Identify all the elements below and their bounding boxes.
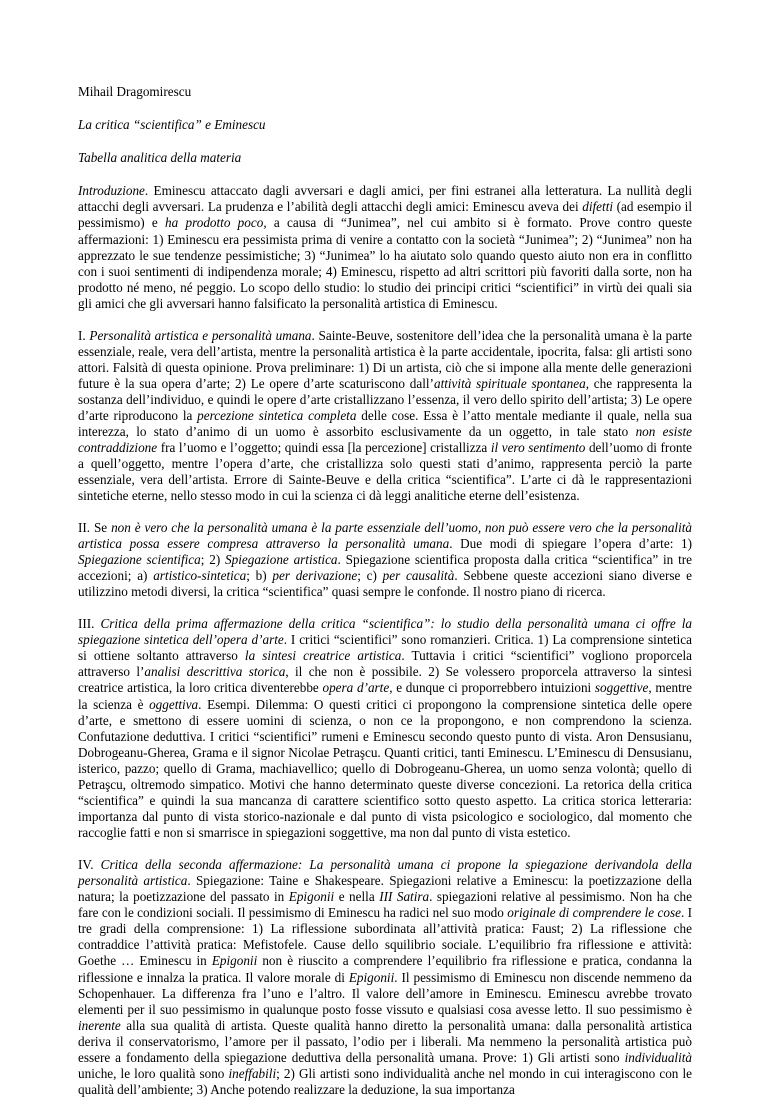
paragraph-section-4: [78, 857, 692, 1098]
italic-text-run: soggettive: [594, 680, 649, 696]
text-run: . Spiegazione: Taine e Shakespeare. Spiegazioni relative a Eminescu: la poetizzazione della natura; la poetizzazione del passato in: [78, 872, 692, 905]
text-run: ; 2) Gli artisti sono individualità anche nel mondo in cui interagiscono con le qualità dell’ambiente; 3) Anche potendo realizzare la deduzione, la sua importanza: [78, 1066, 692, 1098]
italic-text-run: Epigonii: [211, 953, 258, 969]
text-run: II. Se: [78, 520, 112, 536]
italic-text-run: III Satira: [379, 889, 430, 905]
text-run: fra l’uomo e l’oggetto; quindi essa [la percezione] cristallizza: [157, 440, 491, 456]
italic-text-run: percezione sintetica completa: [197, 408, 357, 423]
italic-text-run: individualità: [624, 1049, 692, 1065]
italic-text-run: opera d’arte: [322, 680, 390, 696]
text-run: dell’uomo di fronte a quell’oggetto, mentre l’opera d’arte, che cristallizza solo questi stati d’animo, rappresenta perciò la parte essenziale, vera dell’artista. Errore di Sainte-Beuve e della critica “scientifica”. L’arte ci dà le rappresentazioni sintetiche eterne, nello stesso modo in cui la scienza ci dà leggi analitiche eterne dell’esistenza.: [78, 440, 693, 504]
text-run: delle cose. Essa è l’atto mentale mediante il quale, nella sua interezza, lo stato d’animo di un uomo è assorbito esclusivamente da un oggetto, in tale stato: [78, 408, 692, 440]
italic-text-run: difetti: [582, 199, 614, 215]
italic-text-run: il vero sentimento: [490, 440, 586, 456]
text-run: . spiegazioni relative al pessimismo. Non ha che fare con le condizioni sociali. Il pessimismo di Eminescu ha radici nel suo modo: [78, 889, 693, 921]
text-run: , mentre la scienza è: [78, 680, 693, 712]
italic-text-run: Personalità artistica e personalità umana: [89, 327, 312, 343]
text-run: ; c): [357, 568, 383, 584]
italic-text-run: Epigonii: [348, 969, 395, 985]
italic-text-run: ha prodotto poco: [165, 215, 264, 231]
italic-text-run: Critica della seconda affermazione: La personalità umana ci propone la spiegazione derivandola della personalità artistica: [78, 856, 692, 888]
italic-text-run: non esiste contraddizione: [78, 424, 692, 456]
text-run: . Spiegazione scientifica proposta dalla critica “scientifica” in tre accezioni; a): [78, 552, 692, 584]
italic-text-run: Spiegazione scientifica: [78, 552, 201, 568]
text-run: alla sua qualità di artista. Queste qualità hanno diretto la personalità umana: dalla personalità artistica deriva il conservatorismo, l’amore per il passato, l’odio per i liberali. Ma nemmeno la personalità artistica può essere a fondamento della spiegazione deduttiva della personalità umana. Prove: 1) Gli artisti sono: [78, 1017, 692, 1065]
italic-text-run: Critica della prima affermazione della critica “scientifica”: lo studio della personalità umana ci offre la spiegazione sintetica dell’opera d’arte: [78, 616, 692, 648]
text-run: . I tre gradi della comprensione: 1) La riflessione subordinata all’attività pratica: Faust; 2) La riflessione che contraddice l’attività pratica: Mefistofele. Cause dello squilibrio sociale. L’equilibrio fra riflessione e attività: Goethe … Eminescu in: [78, 905, 693, 969]
text-run: , e dunque ci proporrebbero intuizioni: [389, 680, 595, 696]
text-run: . I critici “scientifici” sono romanzieri. Critica. 1) La comprensione sintetica si ottiene soltanto attraverso: [78, 632, 692, 664]
italic-text-run: Epigonii: [288, 889, 335, 905]
italic-text-run: per derivazione: [272, 568, 358, 584]
italic-text-run: attività spirituale spontanea: [433, 375, 586, 391]
italic-text-run: Introduzione: [78, 183, 145, 199]
text-run: , che rappresenta la sostanza dell’individuo, e quindi le opere d’arte cristallizzano l’essenza, il vero dello spirito dell’artista; 3) Le opere d’arte riproducono la: [78, 375, 692, 423]
text-run: . Due modi di spiegare l’opera d’arte: 1): [449, 536, 692, 552]
italic-text-run: oggettiva: [149, 696, 199, 712]
paragraph-section-2: [78, 520, 692, 600]
text-run: uniche, le loro qualità sono: [78, 1066, 229, 1082]
italic-text-run: non è vero che la personalità umana è la parte essenziale dell’uomo, non può essere vero che la personalità artistica possa essere compresa attraverso la personalità umana: [78, 520, 692, 552]
italic-text-run: artistico-sintetica: [153, 568, 247, 584]
text-run: . Esempi. Dilemma: O questi critici ci propongono la comprensione sintetica delle opere d’arte, e smettono di essere uomini di scienza, o non ce la propongono, e non comprendono la scienza. Confutazione deduttiva. I critici “scientifici” rumeni e Eminescu secondo questo punto di vista. Aron Densusianu, Dobrogeanu-Gherea, Grama e il signor Nicolae Petraşcu. Quanti critici, tanti Eminescu. L’Eminescu di Densusianu, isterico, pazzo; quello di Grama, machiavellico; quello di Dobrogeanu-Gherea, un uomo senza volontà; quello di Petraşcu, oltremodo simpatico. Motivi che hanno determinato queste diverse concezioni. La retorica della critica “scientifica” e quindi la sua mancanza di carattere scientifico sotto questo aspetto. La critica storica letteraria: importanza dal punto di vista storico-nazionale e dal punto di vista psicologico e sociologico, dal momento che raccoglie fatti e non si smarrisce in spiegazioni soggettive, ma non dal punto di vista estetico.: [78, 696, 692, 841]
italic-text-run: ineffabili: [228, 1066, 277, 1082]
text-run: non è riuscito a comprendere l’equilibrio fra riflessione e pratica, condanna la riflessione e innalza la pratica. Il valore morale di: [78, 953, 692, 985]
text-run: (ad esempio il pessimismo) e: [78, 199, 692, 231]
text-run: IV.: [78, 856, 101, 872]
document-subtitle: [78, 150, 692, 166]
text-run: , il che non è possibile. 2) Se volessero proporcela attraverso la sintesi creatrice artistica, la loro critica diventerebbe: [78, 664, 692, 696]
author-name: Mihail Dragomirescu: [78, 84, 192, 99]
text-run: e nella: [334, 889, 380, 905]
italic-text-run: analisi descrittiva storica: [144, 664, 286, 680]
title-text: La critica “scientifica” e Eminescu: [78, 117, 266, 133]
italic-text-run: la sintesi creatrice artistica: [244, 648, 402, 664]
text-run: ; b): [246, 568, 273, 584]
text-run: ; 2): [200, 552, 226, 568]
text-run: . Eminescu attaccato dagli avversari e dagli amici, per fini estranei alla letteratura. La nullità degli attacchi degli avversari. La prudenza e l’abilità degli attacchi degli amici: Eminescu aveva dei: [78, 183, 692, 215]
italic-text-run: originale di comprendere le cose: [507, 905, 681, 921]
paragraph-section-1: [78, 328, 692, 505]
italic-text-run: Spiegazione artistica: [225, 552, 338, 568]
text-run: , a causa di “Junimea”, nel cui ambito si è formato. Prove contro queste affermazioni: 1) Eminescu era pessimista prima di venire a contatto con la società “Junimea”; 2) “Junimea” non ha apprezzato le sue tendenze pessimistiche; 3) “Junimea” lo ha aiutato solo quando questo aiuto non era in conflitto con i suoi sentimenti di indipendenza morale; 4) Eminescu, rispetto ad altri scrittori più favoriti dalla sorte, non ha prodotto né meno, né peggio. Lo scopo dello studio: lo studio dei principi critici “scientifici” in virtù dei quali sia gli amici che gli avversari hanno falsificato la personalità artistica di Eminescu.: [78, 215, 692, 311]
text-run: I.: [78, 327, 90, 343]
text-run: . Sainte-Beuve, sostenitore dell’idea che la personalità umana è la parte essenziale, reale, vera dell’artista, mentre la personalità artistica è la parte accidentale, ipocrita, falsa: gli artisti sono attori. Falsità di questa opinione. Prova preliminare: 1) Di un artista, ciò che si impone alla mente delle generazioni future è la sua opera d’arte; 2) Le opere d’arte scaturiscono dall’: [78, 327, 692, 391]
text-run: III.: [78, 616, 101, 632]
paragraph-introduction: [78, 183, 692, 312]
subtitle-text: Tabella analitica della materia: [78, 150, 242, 166]
text-run: . Sebbene queste accezioni siano diverse e utilizzino metodi diversi, la critica “scientifica” quasi sempre le confonde. Il nostro piano di ricerca.: [78, 568, 693, 600]
italic-text-run: inerente: [78, 1017, 121, 1033]
text-run: . Il pessimismo di Eminescu non discende nemmeno da Schopenhauer. La differenza fra l’uno e l’altro. Il valore dell’amore in Eminescu. Eminescu avrebbe trovato elementi per il suo pessimismo in qualunque posto fosse vissuto e qualsiasi cosa avesse letto. Il suo pessimismo è: [78, 969, 692, 1017]
text-run: . Tuttavia i critici “scientifici” vogliono proporcela attraverso l’: [78, 648, 692, 680]
italic-text-run: per causalità: [382, 568, 455, 584]
paragraph-section-3: [78, 616, 692, 841]
document-title: [78, 117, 692, 133]
